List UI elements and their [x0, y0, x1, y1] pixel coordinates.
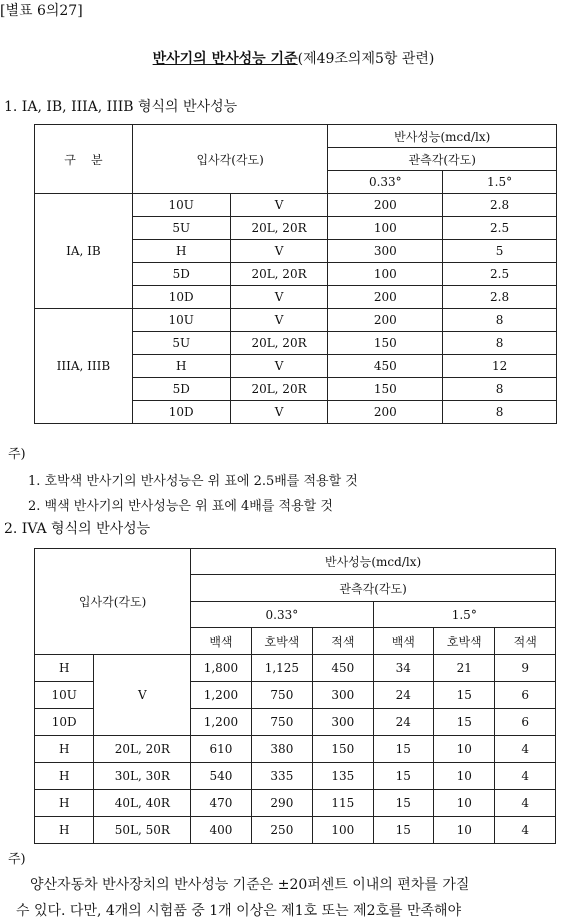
vertical-angle-cell: 10D — [132, 401, 230, 424]
value-cell: 450 — [313, 655, 373, 682]
value-033-cell: 100 — [328, 217, 443, 240]
value-cell: 15 — [434, 682, 495, 709]
table-row — [35, 655, 556, 682]
vertical-angle-cell: H — [35, 817, 94, 844]
header-color: 호박색 — [251, 628, 312, 655]
section1-heading: 1. IA, IB, IIIA, IIIB 형식의 반사성능 — [4, 99, 238, 115]
header-angle-033: 0.33° — [191, 602, 373, 628]
value-cell: 300 — [313, 682, 373, 709]
horizontal-angle-cell: 30L, 30R — [94, 763, 191, 790]
vertical-angle-cell: H — [35, 763, 94, 790]
value-15-cell: 5 — [443, 240, 557, 263]
header-gubun: 구 분 — [35, 125, 133, 194]
vertical-angle-cell: 5D — [132, 378, 230, 401]
value-cell: 9 — [495, 655, 556, 682]
header-incidence: 입사각(각도) — [132, 125, 328, 194]
horizontal-angle-cell: V — [230, 401, 328, 424]
value-cell: 115 — [313, 790, 373, 817]
value-cell: 21 — [434, 655, 495, 682]
horizontal-angle-cell: 20L, 20R — [230, 332, 328, 355]
header-color: 백색 — [373, 628, 433, 655]
table-type4-reflective — [34, 548, 556, 844]
vertical-angle-cell: 5U — [132, 332, 230, 355]
value-033-cell: 200 — [328, 286, 443, 309]
value-cell: 4 — [495, 763, 556, 790]
value-cell: 6 — [495, 682, 556, 709]
value-15-cell: 8 — [443, 332, 557, 355]
note1-item: 1. 호박색 반사기의 반사성능은 위 표에 2.5배를 적용할 것 — [28, 474, 358, 489]
value-15-cell: 8 — [443, 378, 557, 401]
value-cell: 10 — [434, 763, 495, 790]
group-label: IIIA, IIIB — [35, 309, 133, 424]
vertical-angle-cell: H — [35, 655, 94, 682]
value-cell: 470 — [191, 790, 251, 817]
table-row — [35, 309, 557, 332]
value-cell: 135 — [313, 763, 373, 790]
value-cell: 6 — [495, 709, 556, 736]
value-cell: 400 — [191, 817, 251, 844]
vertical-angle-cell: 5D — [132, 263, 230, 286]
value-cell: 1,200 — [191, 709, 251, 736]
horizontal-angle-cell: 40L, 40R — [94, 790, 191, 817]
note1-item: 2. 백색 반사기의 반사성능은 위 표에 4배를 적용할 것 — [28, 499, 333, 514]
value-15-cell: 2.8 — [443, 286, 557, 309]
header-angle-15: 1.5° — [373, 602, 555, 628]
vertical-angle-cell: 10U — [132, 194, 230, 217]
value-cell: 4 — [495, 817, 556, 844]
horizontal-angle-cell: 20L, 20R — [230, 263, 328, 286]
value-cell: 750 — [251, 709, 312, 736]
note1-label: 주) — [8, 447, 26, 462]
value-cell: 1,125 — [251, 655, 312, 682]
value-15-cell: 8 — [443, 401, 557, 424]
value-15-cell: 2.5 — [443, 263, 557, 286]
value-cell: 15 — [373, 817, 433, 844]
horizontal-angle-cell: 20L, 20R — [230, 217, 328, 240]
header-incidence: 입사각(각도) — [35, 549, 191, 655]
horizontal-angle-cell: V — [230, 194, 328, 217]
value-033-cell: 200 — [328, 401, 443, 424]
header-angle-033: 0.33° — [328, 171, 443, 194]
value-033-cell: 200 — [328, 194, 443, 217]
vertical-angle-cell: 10D — [132, 286, 230, 309]
value-cell: 540 — [191, 763, 251, 790]
value-cell: 1,800 — [191, 655, 251, 682]
value-cell: 1,200 — [191, 682, 251, 709]
header-color: 백색 — [191, 628, 251, 655]
note2-paragraph-line: 양산자동차 반사장치의 반사성능 기준은 ±20퍼센트 이내의 편차를 가질 — [30, 877, 470, 893]
value-15-cell: 8 — [443, 309, 557, 332]
header-observation: 관측각(각도) — [328, 148, 557, 171]
horizontal-angle-cell: V — [230, 309, 328, 332]
group-label: IA, IB — [35, 194, 133, 309]
vertical-angle-cell: H — [35, 790, 94, 817]
value-cell: 10 — [434, 817, 495, 844]
note2-label: 주) — [8, 852, 26, 867]
table-row — [35, 194, 557, 217]
value-cell: 380 — [251, 736, 312, 763]
vertical-angle-cell: 10D — [35, 709, 94, 736]
vertical-angle-cell: H — [132, 240, 230, 263]
title-sub: (제49조의제5항 관련) — [297, 51, 435, 67]
section2-heading: 2. IVA 형식의 반사성능 — [4, 521, 151, 537]
value-cell: 335 — [251, 763, 312, 790]
header-color: 호박색 — [434, 628, 495, 655]
horizontal-angle-cell: V — [230, 240, 328, 263]
value-033-cell: 150 — [328, 332, 443, 355]
table-row — [35, 736, 556, 763]
vertical-angle-cell: H — [132, 355, 230, 378]
value-cell: 34 — [373, 655, 433, 682]
value-cell: 300 — [313, 709, 373, 736]
value-cell: 15 — [373, 790, 433, 817]
value-15-cell: 2.5 — [443, 217, 557, 240]
value-cell: 750 — [251, 682, 312, 709]
vertical-angle-cell: H — [35, 736, 94, 763]
vertical-angle-cell: 10U — [35, 682, 94, 709]
horizontal-angle-cell: V — [230, 286, 328, 309]
table-row — [35, 790, 556, 817]
value-033-cell: 100 — [328, 263, 443, 286]
document-header: [별표 6의27] — [0, 3, 83, 19]
value-cell: 15 — [373, 763, 433, 790]
header-observation: 관측각(각도) — [191, 575, 556, 602]
value-cell: 15 — [434, 709, 495, 736]
horizontal-angle-cell: V — [94, 655, 191, 736]
header-color: 적색 — [313, 628, 373, 655]
horizontal-angle-cell: 20L, 20R — [230, 378, 328, 401]
horizontal-angle-cell: V — [230, 355, 328, 378]
value-15-cell: 2.8 — [443, 194, 557, 217]
vertical-angle-cell: 5U — [132, 217, 230, 240]
table-row — [35, 817, 556, 844]
page-title — [0, 48, 587, 68]
vertical-angle-cell: 10U — [132, 309, 230, 332]
value-033-cell: 450 — [328, 355, 443, 378]
horizontal-angle-cell: 20L, 20R — [94, 736, 191, 763]
value-cell: 610 — [191, 736, 251, 763]
header-performance: 반사성능(mcd/lx) — [191, 549, 556, 575]
value-033-cell: 200 — [328, 309, 443, 332]
note2-paragraph-line: 수 있다. 다만, 4개의 시험품 중 1개 이상은 제1호 또는 제2호를 만족해야 — [16, 903, 462, 919]
value-033-cell: 150 — [328, 378, 443, 401]
horizontal-angle-cell: 50L, 50R — [94, 817, 191, 844]
table-type1-reflective — [34, 124, 557, 424]
table-row — [35, 763, 556, 790]
value-cell: 100 — [313, 817, 373, 844]
value-cell: 24 — [373, 709, 433, 736]
value-cell: 10 — [434, 736, 495, 763]
value-cell: 150 — [313, 736, 373, 763]
header-color: 적색 — [495, 628, 556, 655]
title-main: 반사기의 반사성능 기준 — [152, 51, 298, 67]
header-angle-15: 1.5° — [443, 171, 557, 194]
value-cell: 4 — [495, 736, 556, 763]
value-15-cell: 12 — [443, 355, 557, 378]
value-033-cell: 300 — [328, 240, 443, 263]
header-performance: 반사성능(mcd/lx) — [328, 125, 557, 148]
value-cell: 10 — [434, 790, 495, 817]
value-cell: 290 — [251, 790, 312, 817]
value-cell: 4 — [495, 790, 556, 817]
value-cell: 24 — [373, 682, 433, 709]
value-cell: 250 — [251, 817, 312, 844]
value-cell: 15 — [373, 736, 433, 763]
